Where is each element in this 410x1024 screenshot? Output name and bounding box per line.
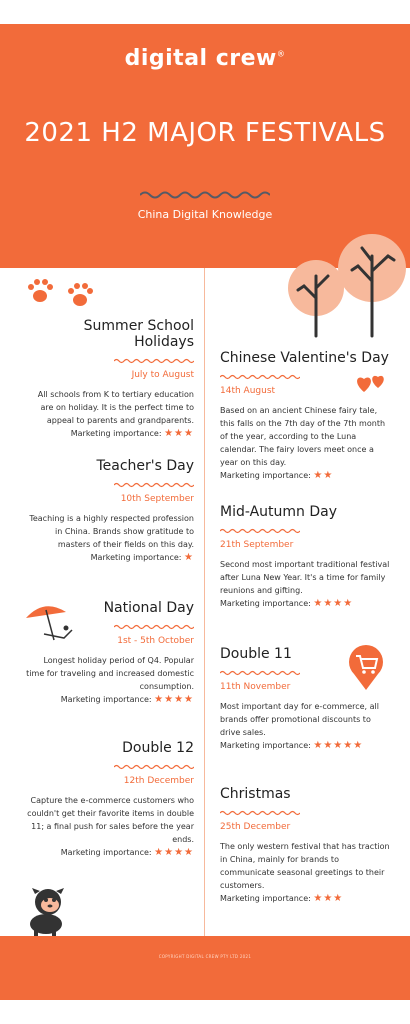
copyright-text: COPYRIGHT DIGITAL CREW PTY LTD 2021 — [158, 954, 252, 959]
event-national-day — [24, 600, 194, 706]
event-title: National Day — [103, 600, 194, 616]
event-teachers-day — [24, 458, 194, 564]
event-title: Mid-Autumn Day — [220, 504, 338, 520]
event-description: All schools from K to tertiary education are on holiday. It is the perfect time to appeal to parents and grandparents. — [37, 390, 194, 425]
event-title: Double 12 — [122, 740, 194, 756]
event-date: 11th November — [220, 682, 291, 692]
event-description: Capture the e-commerce customers who couldn't get their favorite items in double 11; a final push for sales before the year ends. — [27, 796, 194, 844]
wave-divider — [220, 810, 300, 816]
wave-divider — [114, 624, 194, 630]
event-date: 10th September — [120, 494, 194, 504]
bottom-margin — [0, 1000, 410, 1024]
importance-label: Marketing importance: — [60, 695, 152, 704]
event-date: 1st - 5th October — [117, 636, 194, 646]
trees-icon — [282, 226, 406, 338]
top-margin — [0, 0, 410, 24]
page-subtitle: China Digital Knowledge — [137, 208, 273, 221]
event-christmas — [220, 786, 390, 905]
wave-divider — [220, 374, 300, 380]
importance-stars: ★★★★ — [154, 694, 194, 705]
registered-mark: ® — [276, 49, 286, 59]
event-description: The only western festival that has traction in China, mainly for brands to communicate seasonal greetings to their customers. — [220, 842, 390, 890]
event-description: Second most important traditional festival after Luna New Year. It's a time for family reunions and gifting. — [220, 560, 390, 595]
wave-divider — [220, 670, 300, 676]
header-wave-divider — [140, 190, 270, 200]
marketing-importance — [220, 892, 390, 905]
importance-label: Marketing importance: — [220, 741, 311, 750]
page-title: 2021 H2 MAJOR FESTIVALS — [24, 118, 386, 148]
event-title: Teacher's Day — [96, 458, 194, 474]
event-date: 14th August — [220, 386, 276, 396]
event-double-11 — [220, 646, 390, 752]
wave-divider — [220, 528, 300, 534]
marketing-importance — [24, 551, 194, 564]
importance-label: Marketing importance: — [70, 429, 162, 438]
event-date: 25th December — [220, 822, 291, 832]
importance-stars: ★ — [184, 552, 194, 563]
importance-label: Marketing importance: — [220, 471, 311, 480]
paw-prints-icon — [26, 276, 100, 308]
importance-stars: ★★★★ — [313, 598, 354, 609]
marketing-importance — [24, 846, 194, 859]
center-divider — [204, 268, 205, 936]
importance-stars: ★★ — [313, 470, 334, 481]
event-title: Double 11 — [220, 646, 292, 662]
event-double-12 — [24, 740, 194, 859]
marketing-importance — [24, 427, 194, 440]
wave-divider — [114, 764, 194, 770]
brand-logo — [0, 46, 410, 71]
pug-dog-icon — [24, 886, 72, 936]
marketing-importance — [220, 597, 390, 610]
event-description: Based on an ancient Chinese fairy tale, this falls on the 7th day of the 7th month of the year, according to the Luna calendar. The fairy lovers meet once a year on this day. — [220, 406, 386, 467]
marketing-importance — [220, 469, 390, 482]
marketing-importance — [220, 739, 390, 752]
event-title: Summer School Holidays — [83, 318, 194, 350]
event-description: Longest holiday period of Q4. Popular time for traveling and increased domestic consumption. — [26, 656, 194, 691]
importance-label: Marketing importance: — [220, 599, 311, 608]
event-description: Most important day for e-commerce, all brands offer promotional discounts to drive sales. — [220, 702, 379, 737]
importance-stars: ★★★ — [313, 893, 344, 904]
wave-divider — [114, 482, 194, 488]
logo-word-crew: crew — [215, 46, 277, 71]
importance-label: Marketing importance: — [60, 848, 152, 857]
event-mid-autumn-day — [220, 504, 390, 610]
importance-stars: ★★★★ — [154, 847, 194, 858]
importance-stars: ★★★★★ — [313, 740, 364, 751]
importance-stars: ★★★ — [164, 428, 194, 439]
event-chinese-valentines-day — [220, 350, 390, 482]
event-summer-school-holidays — [24, 318, 194, 440]
event-title: Chinese Valentine's Day — [220, 350, 389, 366]
importance-label: Marketing importance: — [90, 553, 182, 562]
wave-divider — [114, 358, 194, 364]
footer-banner — [0, 936, 410, 1000]
event-date: 21th September — [220, 540, 294, 550]
event-date: 12th December — [123, 776, 194, 786]
event-date: July to August — [131, 370, 194, 380]
marketing-importance — [24, 693, 194, 706]
event-description: Teaching is a highly respected profession in China. Brands show gratitude to masters of their fields on this day. — [29, 514, 194, 549]
event-title: Christmas — [220, 786, 291, 802]
logo-word-digital: digital — [124, 46, 208, 71]
importance-label: Marketing importance: — [220, 894, 311, 903]
